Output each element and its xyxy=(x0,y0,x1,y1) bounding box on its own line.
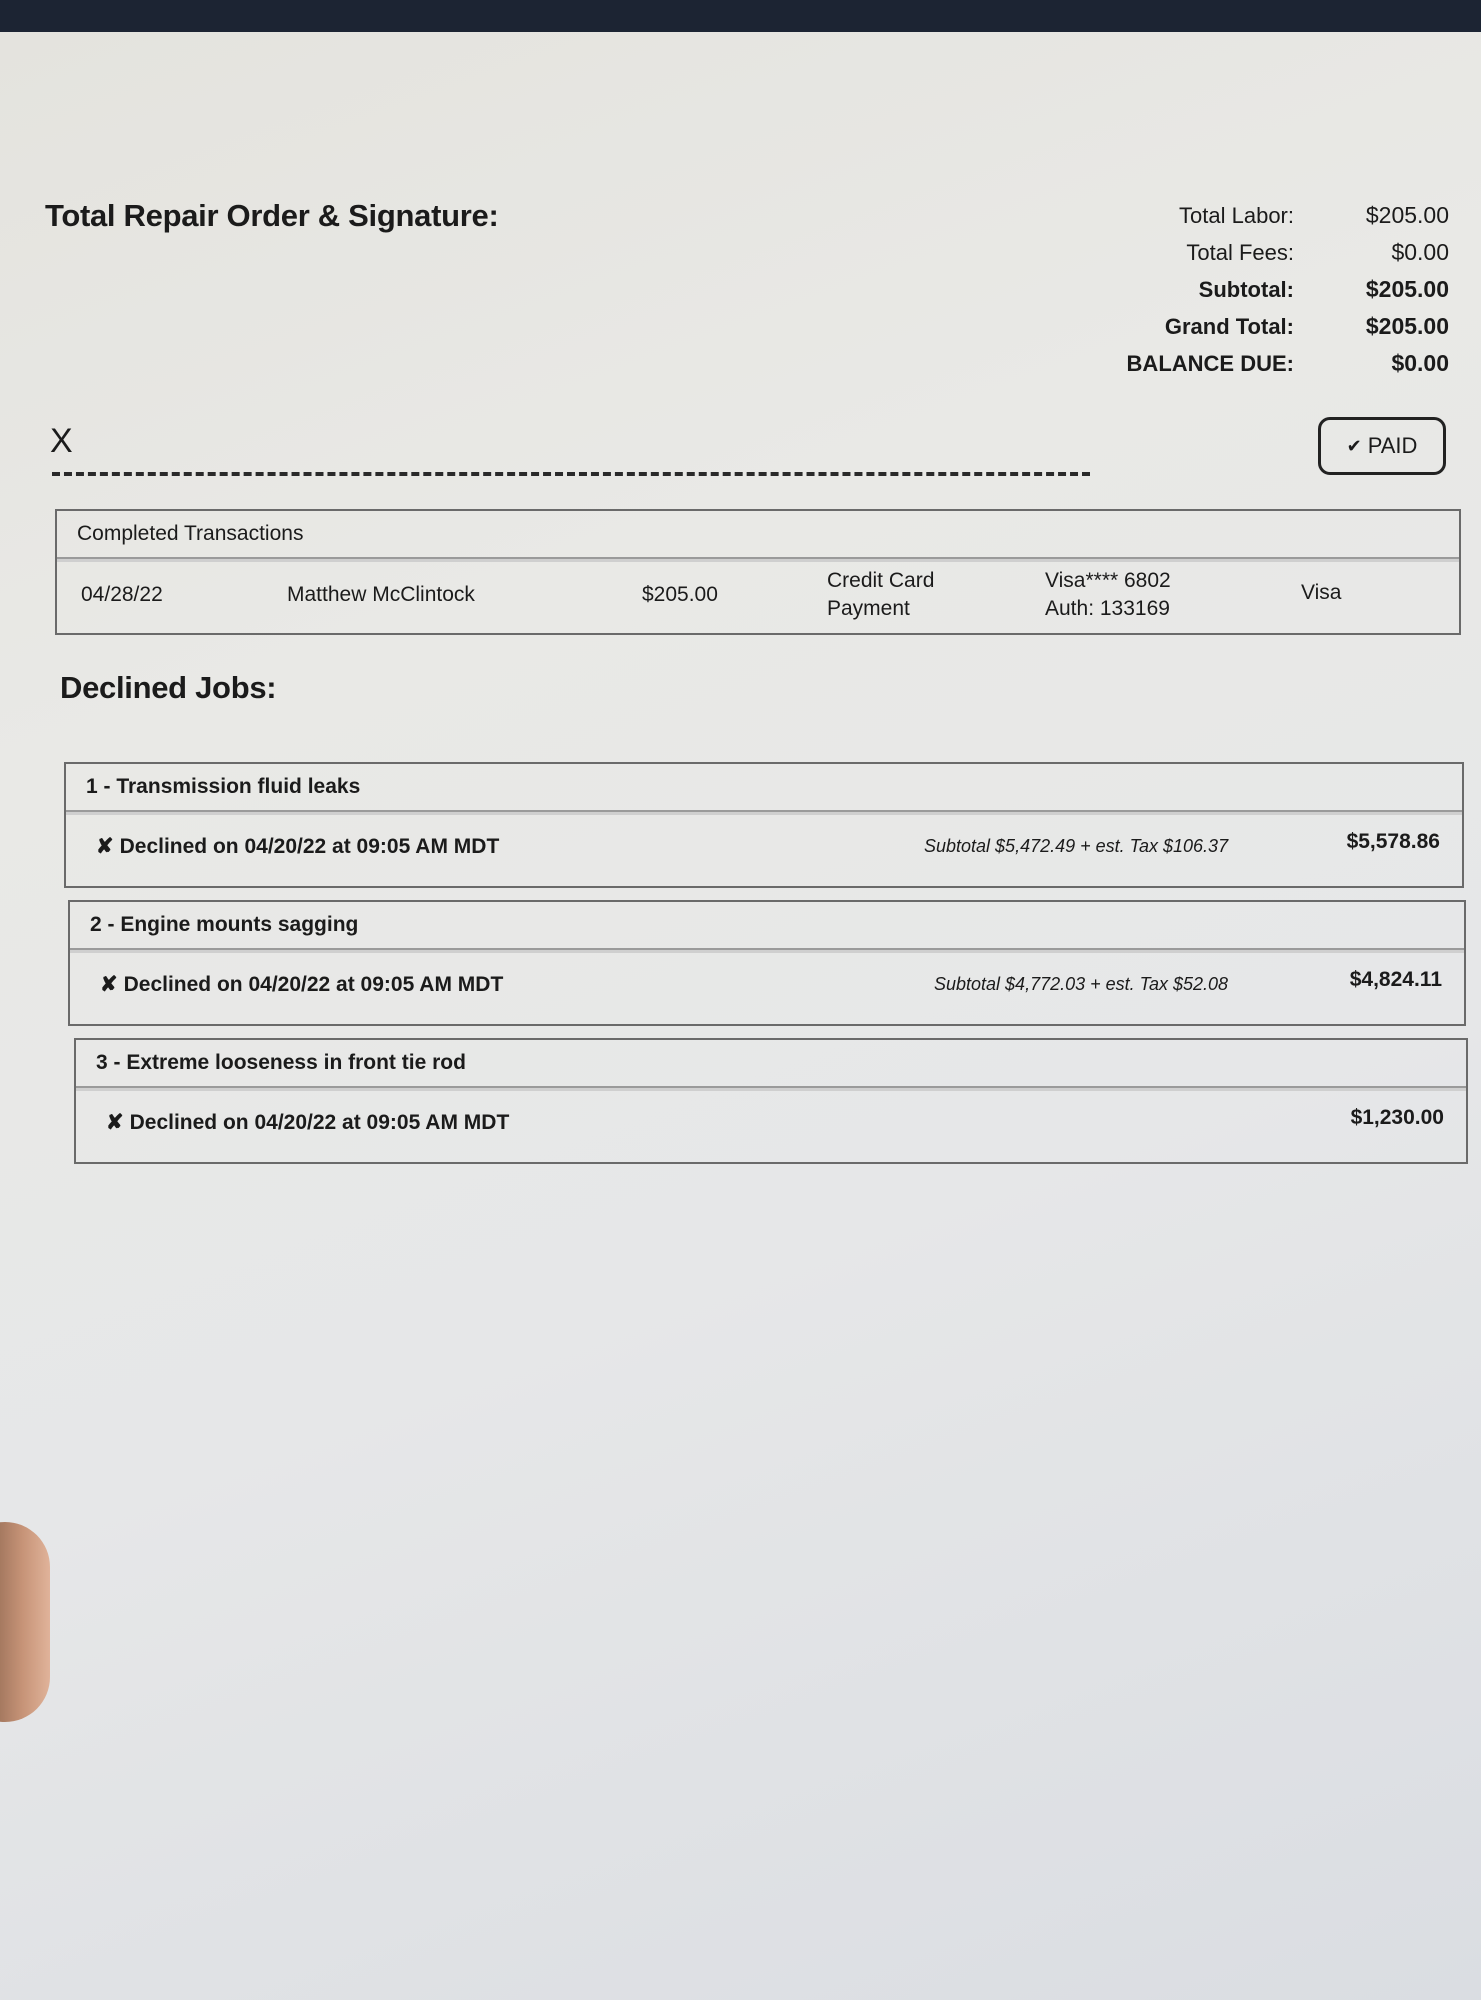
repair-order-title: Total Repair Order & Signature: xyxy=(45,198,499,233)
declined-total: $1,230.00 xyxy=(1350,1106,1444,1129)
x-mark-icon: ✘ xyxy=(96,835,114,858)
declined-status-text: Declined on 04/20/22 at 09:05 AM MDT xyxy=(129,1111,510,1134)
thumb-image xyxy=(0,1522,50,1722)
declined-job-name-header xyxy=(70,902,1464,950)
declined-job-card xyxy=(64,762,1464,888)
declined-total: $5,578.86 xyxy=(1346,830,1440,853)
grand-total-row xyxy=(1089,308,1449,345)
paid-badge xyxy=(1318,417,1446,475)
declined-job-name-header xyxy=(66,764,1462,812)
declined-subtotal: Subtotal $4,772.03 + est. Tax $52.08 xyxy=(934,974,1229,994)
x-mark-icon: ✘ xyxy=(106,1111,124,1134)
grand-total-label: Grand Total: xyxy=(1164,313,1294,339)
subtotal-label: Subtotal: xyxy=(1198,276,1294,302)
declined-status xyxy=(106,1110,509,1135)
paid-label: PAID xyxy=(1367,433,1418,458)
total-fees-row xyxy=(1089,234,1449,271)
total-labor-value: $205.00 xyxy=(1365,202,1449,228)
declined-status xyxy=(96,834,499,859)
signature-x-mark: X xyxy=(50,422,73,460)
transaction-amount: $205.00 xyxy=(642,583,718,606)
total-fees-value: $0.00 xyxy=(1391,239,1449,265)
declined-job-row xyxy=(66,812,1462,876)
signature-line[interactable] xyxy=(52,472,1090,476)
subtotal-row xyxy=(1089,271,1449,308)
declined-job-card xyxy=(68,900,1466,1026)
transaction-card-type: Visa xyxy=(1301,581,1342,604)
totals-block xyxy=(1089,197,1449,382)
transaction-card-line1: Visa**** 6802 xyxy=(1045,569,1171,592)
declined-subtotal: Subtotal $5,472.49 + est. Tax $106.37 xyxy=(924,836,1229,856)
declined-job-name: 3 - Extreme looseness in front tie rod xyxy=(96,1051,466,1074)
declined-job-row xyxy=(70,950,1464,1014)
x-mark-icon: ✘ xyxy=(100,973,118,996)
total-labor-label: Total Labor: xyxy=(1179,202,1294,228)
transaction-method-line2: Payment xyxy=(827,597,910,620)
total-labor-row xyxy=(1089,197,1449,234)
declined-job-name: 1 - Transmission fluid leaks xyxy=(86,775,361,798)
transaction-card-line2: Auth: 133169 xyxy=(1045,597,1170,620)
balance-due-value: $0.00 xyxy=(1391,350,1449,376)
declined-status-text: Declined on 04/20/22 at 09:05 AM MDT xyxy=(123,973,504,996)
total-fees-label: Total Fees: xyxy=(1186,239,1294,265)
declined-status xyxy=(100,972,503,997)
transaction-date: 04/28/22 xyxy=(81,583,163,606)
completed-transactions-header xyxy=(57,511,1459,559)
transaction-name: Matthew McClintock xyxy=(287,583,475,606)
balance-due-row xyxy=(1089,345,1449,382)
transaction-method-line1: Credit Card xyxy=(827,569,935,592)
declined-job-row xyxy=(76,1088,1466,1152)
completed-transactions-box xyxy=(55,509,1461,635)
completed-transactions-title: Completed Transactions xyxy=(77,522,304,545)
grand-total-value: $205.00 xyxy=(1365,313,1449,339)
declined-job-card xyxy=(74,1038,1468,1164)
transaction-row xyxy=(57,559,1459,631)
declined-job-name-header xyxy=(76,1040,1466,1088)
checkmark-icon: ✔ xyxy=(1346,435,1362,456)
declined-status-text: Declined on 04/20/22 at 09:05 AM MDT xyxy=(119,835,500,858)
declined-jobs-title: Declined Jobs: xyxy=(60,670,277,705)
document-page xyxy=(0,32,1481,2000)
balance-due-label: BALANCE DUE: xyxy=(1126,350,1294,376)
declined-job-name: 2 - Engine mounts sagging xyxy=(90,913,359,936)
subtotal-value: $205.00 xyxy=(1365,276,1449,302)
declined-total: $4,824.11 xyxy=(1349,968,1442,991)
